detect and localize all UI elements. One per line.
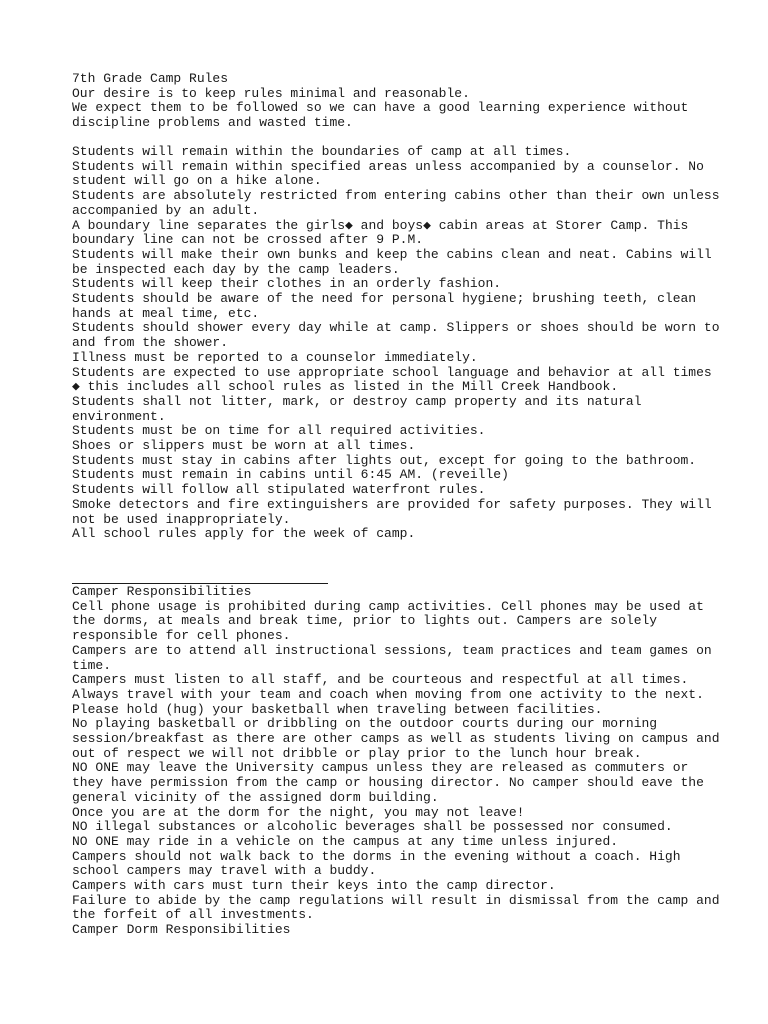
camper-line: Campers with cars must turn their keys into the camp director. — [72, 878, 556, 894]
rules-line: Students shall not litter, mark, or destroy camp property and its natural — [72, 393, 642, 409]
rules-line: Students will remain within specified areas unless accompanied by a counselor. No — [72, 158, 704, 174]
camper-responsibilities-section — [72, 584, 720, 938]
camper-line: Campers should not walk back to the dorms in the evening without a coach. High — [72, 848, 681, 864]
intro-line: 7th Grade Camp Rules — [72, 71, 229, 86]
camper-line: NO ONE may ride in a vehicle on the campus at any time unless injured. — [72, 833, 619, 849]
rules-line: Illness must be reported to a counselor immediately. — [72, 349, 478, 365]
camper-line: NO ONE may leave the University campus unless they are released as commuters or — [72, 760, 689, 776]
camper-line: Campers must listen to all staff, and be courteous and respectful at all times. — [72, 672, 689, 688]
rules-line: Students will make their own bunks and keep the cabins clean and neat. Cabins will — [72, 246, 712, 262]
rules-line: ◆ this includes all school rules as listed in the Mill Creek Handbook. — [72, 379, 619, 395]
camper-line: Campers are to attend all instructional sessions, team practices and team games on — [72, 642, 712, 658]
camper-line: the forfeit of all investments. — [72, 907, 314, 923]
camper-line: responsible for cell phones. — [72, 628, 291, 644]
rules-line: environment. — [72, 408, 166, 424]
camper-line: Once you are at the dorm for the night, you may not leave! — [72, 804, 525, 820]
rules-line: Students must stay in cabins after lights out, except for going to the bathroom. — [72, 452, 697, 468]
rules-line: accompanied by an adult. — [72, 202, 260, 218]
rules-line: Shoes or slippers must be worn at all times. — [72, 438, 416, 454]
camper-line: school campers may travel with a buddy. — [72, 863, 377, 879]
rules-line: Students should shower every day while at camp. Slippers or shoes should be worn to — [72, 320, 720, 336]
rules-line: Students are absolutely restricted from entering cabins other than their own unless — [72, 188, 720, 204]
rules-line: not be used inappropriately. — [72, 511, 291, 527]
rules-line: student will go on a hike alone. — [72, 173, 322, 189]
camp-rules-list — [72, 144, 720, 542]
rules-line: Students should be aware of the need for personal hygiene; brushing teeth, clean — [72, 291, 697, 307]
camper-line: No playing basketball or dribbling on the outdoor courts during our morning — [72, 716, 658, 732]
rules-line: All school rules apply for the week of camp. — [72, 526, 416, 542]
camper-line: Cell phone usage is prohibited during camp activities. Cell phones may be used at — [72, 598, 704, 614]
rules-line: Students must be on time for all required activities. — [72, 423, 486, 439]
camper-line: they have permission from the camp or housing director. No camper should eave the — [72, 775, 704, 791]
camper-line: Camper Dorm Responsibilities — [72, 922, 291, 938]
camper-line: time. — [72, 657, 112, 673]
camper-line: the dorms, at meals and break time, prior to lights out. Campers are solely — [72, 613, 658, 629]
rules-line: Students must remain in cabins until 6:45 AM. (reveille) — [72, 467, 509, 483]
intro-line: discipline problems and wasted time. — [72, 115, 353, 131]
rules-line: boundary line can not be crossed after 9 P.M. — [72, 232, 424, 248]
intro-section — [72, 72, 712, 131]
rules-line: be inspected each day by the camp leaders. — [72, 261, 400, 277]
rules-line: Students are expected to use appropriate school language and behavior at all times — [72, 364, 712, 380]
intro-line: We expect them to be followed so we can have a good learning experience without — [72, 100, 689, 116]
rules-line: A boundary line separates the girls◆ and boys◆ cabin areas at Storer Camp. This — [72, 217, 689, 233]
rules-line: Students will keep their clothes in an orderly fashion. — [72, 276, 502, 292]
intro-line: Our desire is to keep rules minimal and reasonable. — [72, 85, 470, 101]
rules-line: hands at meal time, etc. — [72, 305, 260, 321]
camper-line: Failure to abide by the camp regulations will result in dismissal from the camp and — [72, 892, 720, 908]
camper-line: Always travel with your team and coach when moving from one activity to the next. — [72, 686, 704, 702]
camper-line: out of respect we will not dribble or play prior to the lunch hour break. — [72, 745, 642, 761]
rules-line: and from the shower. — [72, 335, 229, 351]
camper-line: Please hold (hug) your basketball when traveling between facilities. — [72, 701, 603, 717]
rules-line: Students will follow all stipulated waterfront rules. — [72, 482, 486, 498]
camper-line: session/breakfast as there are other camps as well as students living on campus and — [72, 731, 720, 747]
camper-line: Camper Responsibilities — [72, 584, 252, 599]
rules-line: Smoke detectors and fire extinguishers are provided for safety purposes. They will — [72, 496, 712, 512]
camper-line: NO illegal substances or alcoholic beverages shall be possessed nor consumed. — [72, 819, 673, 835]
camper-line: general vicinity of the assigned dorm building. — [72, 789, 439, 805]
rules-line: Students will remain within the boundaries of camp at all times. — [72, 144, 572, 159]
